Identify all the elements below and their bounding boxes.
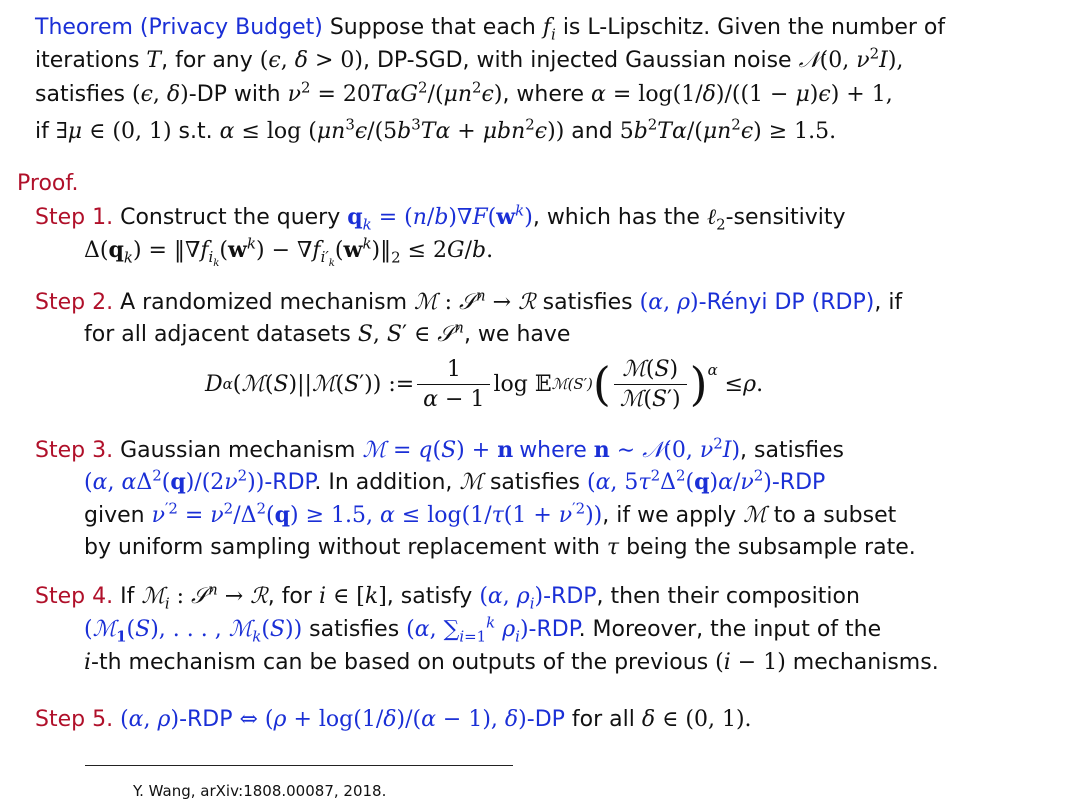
step-text: , satisfy [386,584,473,609]
theorem-text: if [35,119,49,144]
step-2-line-1: Step 2. A randomized mechanism ℳ : 𝒮$^n$ → ℛ satisfies (α, ρ)-Rényi DP (RDP), if [35,286,903,315]
step-1-line-2: $\Delta(q_k)$ = $‖\nabla f_{i_k}(w^k)$ − $\nabla f_{i'_k}(w^k)‖_2 \le 2G/b$. [84,234,494,270]
step-2-label: Step 2. [35,290,114,315]
theorem-label: Theorem (Privacy Budget) [35,15,323,40]
step-text: by uniform sampling without replacement with [84,535,600,560]
step-5-label: Step 5. [35,707,114,732]
theorem-text: and [571,119,613,144]
step-4-line-2: (ℳ$_1$(S), . . . , ℳ$_k$(S)) satisfies (α, $\sum_{i=1}^k$ $\rho_i$)-RDP. Moreover, the input of the [84,613,882,646]
step-text: given [84,503,145,528]
step-text: satisfies [309,617,400,642]
theorem-text: s.t. [178,119,213,144]
theorem-text: is L-Lipschitz. Given the number of [562,15,946,40]
rdp-label: -RDP [771,470,826,495]
rdp-label: -RDP [543,584,597,609]
step-text: A randomized mechanism [120,290,408,315]
step-text: , satisfies [740,438,845,463]
rdp-label: -RDP [179,707,233,732]
step-text: being the subsample rate. [626,535,916,560]
step-text: -th mechanism can be based on outputs of the previous [91,650,709,675]
proof-label: Proof. [17,171,79,196]
theorem-line-3: satisfies (ϵ, δ)-DP with $\nu^2 = 20T\alpha G^2/(\mu n^2\epsilon)$, where α = log(1/δ)/((1 − μ)ϵ) + 1, [35,78,893,107]
step-5-line-1: Step 5. (α, ρ)-RDP ⇔ (ρ + log(1/δ)/(α − 1), δ)-DP for all δ ∈ (0, 1). [35,707,752,732]
theorem-text: , for any [161,48,253,73]
theorem-text: Suppose that each [329,15,536,40]
theorem-text: , where [502,82,584,107]
rdp-label: -RDP [528,617,579,642]
step-text: , which has the [532,205,700,230]
step-text: for all adjacent datasets [84,322,351,347]
footnote-citation: Y. Wang, arXiv:1808.00087, 2018. [133,782,387,800]
step-text: , if [874,290,903,315]
theorem-line-2: iterations T, for any (ϵ, δ > 0), DP-SGD, with injected Gaussian noise 𝒩(0, $\nu^2I$), [35,44,904,73]
step-text: . Moreover, the input of the [578,617,882,642]
theorem-text: iterations [35,48,140,73]
step-1-line-1: Step 1. Construct the query $q_k = (n/b)\nabla F(w^k)$, which has the ℓ$_2$-sensitivity [35,201,846,234]
step-text: satisfies [489,470,580,495]
rdp-definition: -Rényi DP (RDP) [698,290,875,315]
rdp-label: -RDP [264,470,315,495]
step-text: to a subset [773,503,897,528]
step-3-line-1: Step 3. Gaussian mechanism ℳ = q(S) + n where n ∼ 𝒩(0, $\nu^2I$), satisfies [35,434,845,463]
step-3-line-4: by uniform sampling without replacement with τ being the subsample rate. [84,535,916,560]
step-2-line-2: for all adjacent datasets S, S′ ∈ 𝒮$^n$, we have [84,318,571,347]
step-1-label: Step 1. [35,205,114,230]
step-text: for all [571,707,635,732]
theorem-text: , DP-SGD, with injected Gaussian noise [362,48,792,73]
step-text: , then their composition [596,584,860,609]
renyi-divergence-equation: D α ( ℳ ( S )|| ℳ ( S ′)) := $\frac{1}{\alpha - 1}$ log 𝔼 ℳ(S′) ( $\frac{\text{ℳ(S)}}{\text{ℳ(S′)}}$ ) $^\alpha$ ≤ ρ . [205,356,764,412]
step-text: , for [267,584,312,609]
step-text: If [120,584,135,609]
step-3-line-3: given $\nu^{'2} = \nu^2/\Delta^2(q) \ge 1.5$, $\alpha \le \log(1/\tau(1 + \nu^{'2}))$, if we apply ℳ to a subset [84,499,897,528]
step-text: satisfies [542,290,633,315]
step-3-line-2: (α, $\alpha\Delta^2(q)/(2\nu^2)$)-RDP. In addition, ℳ satisfies (α, $5\tau^2\Delta^2(q)\alpha/\nu^2$)-RDP [84,466,826,495]
step-4-line-3: i-th mechanism can be based on outputs of the previous (i − 1) mechanisms. [84,650,939,675]
step-text: -sensitivity [725,205,846,230]
step-text: , we have [463,322,571,347]
step-text: Gaussian mechanism [120,438,356,463]
step-4-line-1: Step 4. If ℳ$_i$ : 𝒮$^n$ → ℛ, for i ∈ [k], satisfy (α, $\rho_i$)-RDP, then their composition [35,580,860,613]
step-text: . In addition, [314,470,453,495]
step-text: mechanisms. [792,650,939,675]
step-text: where [519,438,587,463]
theorem-text: satisfies [35,82,125,107]
step-3-label: Step 3. [35,438,114,463]
dp-label: -DP [526,707,565,732]
theorem-text: -DP with [188,82,281,107]
step-4-label: Step 4. [35,584,114,609]
theorem-line-4: if ∃μ ∈ (0, 1) s.t. $\alpha \le \log (\mu n^3\epsilon/(5b^3T\alpha + \mu bn^2\epsilon))$ and $5b^2T\alpha/(\mu n^2\epsilon) \ge 1.5$. [35,115,837,144]
step-text: , if we apply [602,503,737,528]
theorem-line-1: Theorem (Privacy Budget) Suppose that each $f_i$ is L-Lipschitz. Given the number of [35,15,946,44]
footnote-rule [85,765,513,766]
step-text: Construct the query [120,205,341,230]
